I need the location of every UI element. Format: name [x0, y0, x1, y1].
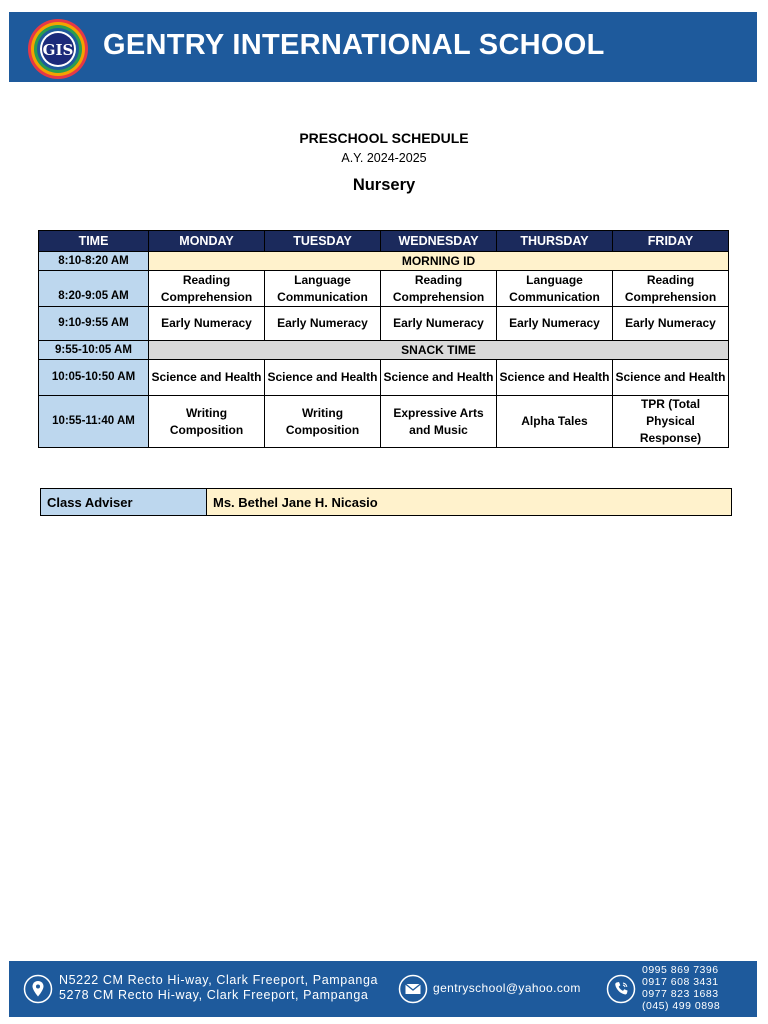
- header-thursday: THURSDAY: [497, 231, 613, 252]
- morning-id-banner: MORNING ID: [149, 252, 729, 271]
- header-monday: MONDAY: [149, 231, 265, 252]
- header-friday: FRIDAY: [613, 231, 729, 252]
- time-cell: 8:20-9:05 AM: [39, 271, 149, 307]
- schedule-row: [39, 360, 729, 396]
- time-cell: 8:10-8:20 AM: [39, 252, 149, 271]
- phone-number[interactable]: (045) 499 0898: [642, 1000, 721, 1012]
- snack-time-banner: SNACK TIME: [149, 341, 729, 360]
- time-cell: 9:10-9:55 AM: [39, 307, 149, 341]
- subject-cell: Science and Health: [381, 360, 497, 396]
- subject-cell: Reading Comprehension: [381, 271, 497, 307]
- phone-icon: [606, 974, 636, 1004]
- subject-cell: Early Numeracy: [265, 307, 381, 341]
- footer-email[interactable]: gentryschool@yahoo.com: [433, 981, 581, 995]
- subject-cell: Reading Comprehension: [149, 271, 265, 307]
- subject-cell: Reading Comprehension: [613, 271, 729, 307]
- schedule-row: [39, 252, 729, 271]
- header-wednesday: WEDNESDAY: [381, 231, 497, 252]
- schedule-row: [39, 271, 729, 307]
- subject-cell: TPR (Total Physical Response): [613, 396, 729, 448]
- phone-number[interactable]: 0977 823 1683: [642, 988, 719, 1000]
- schedule-table: [38, 230, 729, 448]
- time-cell: 10:55-11:40 AM: [39, 396, 149, 448]
- subject-cell: Writing Composition: [265, 396, 381, 448]
- footer-phone-list: [642, 964, 720, 1012]
- subject-cell: Language Communication: [265, 271, 381, 307]
- header-tuesday: TUESDAY: [265, 231, 381, 252]
- time-cell: 9:55-10:05 AM: [39, 341, 149, 360]
- class-adviser-label: Class Adviser: [41, 489, 207, 516]
- school-name: GENTRY INTERNATIONAL SCHOOL: [103, 29, 605, 61]
- subject-cell: Language Communication: [497, 271, 613, 307]
- document-title-block: [0, 128, 768, 196]
- footer-banner: [9, 961, 757, 1017]
- schedule-row: [39, 307, 729, 341]
- location-pin-icon: [23, 974, 53, 1004]
- subject-cell: Science and Health: [265, 360, 381, 396]
- address-line-1: N5222 CM Recto Hi-way, Clark Freeport, Pampanga: [59, 973, 379, 987]
- subject-cell: Early Numeracy: [149, 307, 265, 341]
- subject-cell: Early Numeracy: [613, 307, 729, 341]
- header-time: TIME: [39, 231, 149, 252]
- header-banner: [9, 12, 757, 82]
- subject-cell: Alpha Tales: [497, 396, 613, 448]
- svg-text:GIS: GIS: [42, 41, 74, 59]
- phone-number[interactable]: 0995 869 7396: [642, 964, 719, 976]
- time-cell: 10:05-10:50 AM: [39, 360, 149, 396]
- address-line-2: 5278 CM Recto Hi-way, Clark Freeport, Pampanga: [59, 988, 369, 1002]
- subject-cell: Science and Health: [613, 360, 729, 396]
- document-title: PRESCHOOL SCHEDULE: [299, 130, 469, 146]
- subject-cell: Writing Composition: [149, 396, 265, 448]
- subject-cell: Early Numeracy: [381, 307, 497, 341]
- school-logo: [27, 18, 89, 80]
- class-adviser-name: Ms. Bethel Jane H. Nicasio: [207, 489, 732, 516]
- schedule-row: [39, 396, 729, 448]
- footer-address: [59, 973, 378, 1003]
- email-icon: [398, 974, 428, 1004]
- schedule-row: [39, 341, 729, 360]
- subject-cell: Science and Health: [149, 360, 265, 396]
- subject-cell: Expressive Arts and Music: [381, 396, 497, 448]
- schedule-header-row: [39, 231, 729, 252]
- phone-number[interactable]: 0917 608 3431: [642, 976, 719, 988]
- academic-year: A.Y. 2024-2025: [341, 151, 427, 165]
- class-level: Nursery: [352, 176, 416, 194]
- class-adviser-table: [40, 488, 732, 516]
- subject-cell: Science and Health: [497, 360, 613, 396]
- subject-cell: Early Numeracy: [497, 307, 613, 341]
